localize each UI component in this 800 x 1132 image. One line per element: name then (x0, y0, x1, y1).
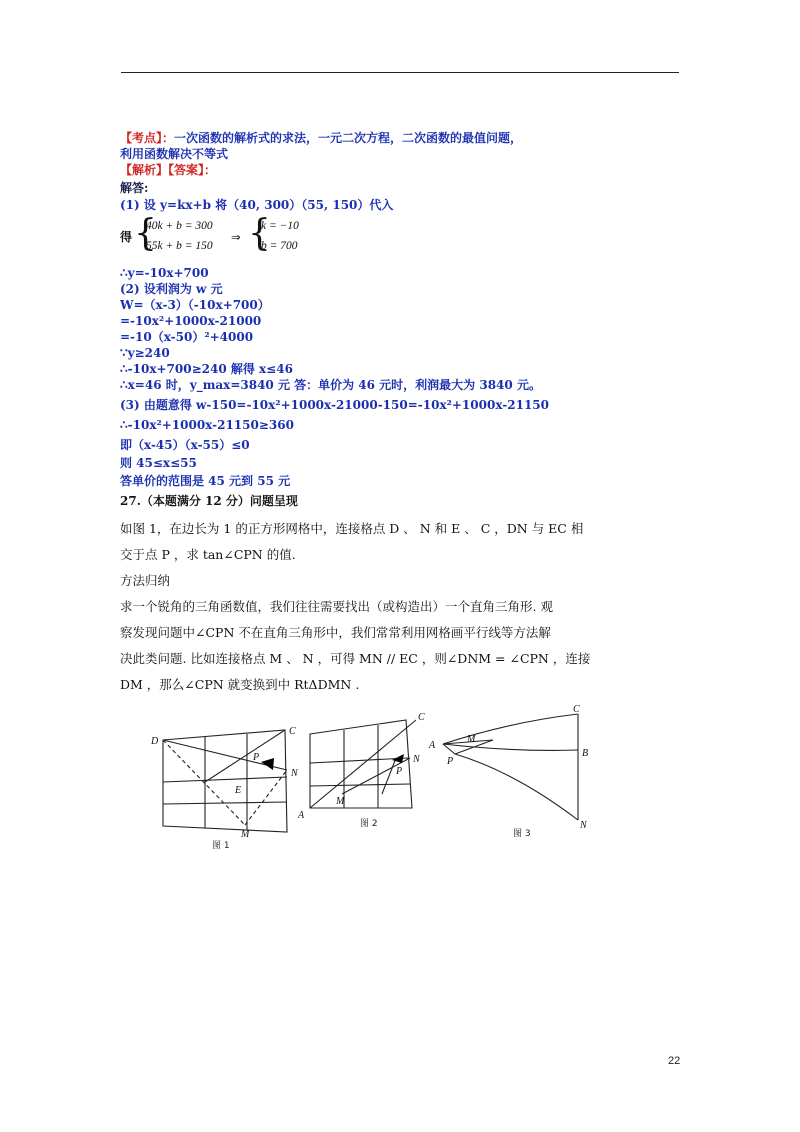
system-right-brace: { (248, 213, 271, 254)
fig2-label-a: A (298, 810, 305, 821)
answer-line: 答单价的范围是 45 元到 55 元 (120, 474, 291, 488)
kaodian-text-2: 利用函数解决不等式 (120, 147, 229, 161)
system-left-eq-2: 55k + b = 150 (146, 240, 213, 252)
problem-p2b: 察发现问题中∠CPN 不在直角三角形中，我们常常利用网格画平行线等方法解 (120, 625, 551, 640)
line-y: ∴y=-10x+700 (120, 266, 209, 280)
fig1-label-p: P (253, 752, 260, 763)
solution-step1: (1) 设 y=kx+b 将（40, 300）（55, 150）代入 (120, 198, 394, 212)
fig1-line-dm (163, 740, 245, 825)
figure-3 (425, 702, 600, 830)
fig3-label-c: C (573, 704, 580, 715)
fig3-curve-ab (443, 744, 578, 750)
solution-step2: (2) 设利润为 w 元 (120, 282, 223, 296)
fig3-label-n: N (580, 820, 587, 830)
fig1-label-d: D (151, 736, 159, 747)
system-right-eq-2: b = 700 (261, 240, 298, 252)
fig2-line-mp (382, 758, 396, 794)
solution-header: 解答: (120, 181, 149, 195)
kaodian-line-1 (120, 131, 522, 146)
w-line-2: =-10x²+1000x-21000 (120, 314, 262, 328)
fig2-label-p: P (396, 766, 403, 777)
fig2-caption: 图 2 (360, 819, 378, 829)
problem-title: 27.（本题满分 12 分）问题呈现 (120, 494, 298, 508)
figure-1 (145, 722, 310, 852)
fig2-label-n: N (413, 754, 420, 765)
page-number: 22 (668, 1055, 681, 1067)
ineq2-line: ∴-10x²+1000x-21150≥360 (120, 418, 294, 432)
since-line: ∵y≥240 (120, 346, 170, 360)
fig3-curve-ac (443, 714, 578, 744)
ze-line: 则 45≤x≤55 (120, 456, 197, 470)
kaodian-text-1: 一次函数的解析式的求法，一元二次方程，二次函数的最值问题， (174, 131, 523, 145)
problem-p2c: 决此类问题. 比如连接格点 M 、 N ，可得 MN // EC ，则∠DNM = ∠CPN ，连接 (120, 651, 591, 666)
jiexi-tag: 【解析】【答案】： (120, 163, 217, 177)
max-line: ∴x=46 时，y_max=3840 元 答：单价为 46 元时，利润最大为 3840 元。 (120, 378, 541, 392)
fig1-label-m: M (241, 829, 250, 840)
problem-p1b: 交于点 P ，求 tan∠CPN 的值. (120, 547, 296, 562)
header-rule (121, 72, 679, 73)
figure-2 (296, 708, 436, 826)
fig2-label-c: C (418, 712, 425, 723)
fig1-label-c: C (289, 726, 296, 737)
solution-step3: (3) 由题意得 w-150=-10x²+1000x-21000-150=-10x²+1000x-21150 (120, 398, 549, 412)
w-line-1: W=（x-3）（-10x+700） (120, 298, 270, 312)
method-heading: 方法归纳 (120, 573, 171, 588)
problem-p2d: DM ，那么∠CPN 就变换到中 RtΔDMN . (120, 677, 360, 692)
fig3-caption: 图 3 (513, 829, 531, 839)
fig1-grid-h1 (163, 777, 287, 782)
fig1-line-ec (205, 730, 285, 782)
fig1-caption: 图 1 (212, 841, 230, 851)
kaodian-tag: 【考点】： (120, 131, 175, 145)
fig1-label-n: N (291, 768, 298, 779)
fig2-grid-h1 (310, 758, 408, 763)
fig2-label-m: M (336, 796, 345, 807)
fig1-grid-h2 (163, 802, 287, 804)
fig3-label-a: A (429, 740, 436, 751)
problem-p1a: 如图 1，在边长为 1 的正方形网格中，连接格点 D 、 N 和 E 、 C ，DN 与 EC 相 (120, 521, 584, 536)
w-line-3: =-10（x-50）²+4000 (120, 330, 254, 344)
implies-arrow: ⇒ (231, 232, 241, 244)
system-left-brace: { (134, 213, 157, 254)
system-right-eq-1: k = −10 (261, 220, 299, 232)
fig3-label-b: B (582, 748, 589, 759)
de-label: 得 (120, 230, 133, 244)
system-left-eq-1: 40k + b = 300 (146, 220, 213, 232)
fig3-label-p: P (447, 756, 454, 767)
fig1-label-e: E (235, 785, 242, 796)
ji-line: 即（x-45）（x-55）≤0 (120, 438, 250, 452)
ineq-line: ∴-10x+700≥240 解得 x≤46 (120, 362, 293, 376)
fig3-label-m: M (467, 734, 476, 745)
fig3-curve-pn (455, 754, 578, 820)
problem-p2a: 求一个锐角的三角函数值，我们往往需要找出（或构造出）一个直角三角形. 观 (120, 599, 553, 614)
fig2-line-ac (310, 720, 416, 808)
